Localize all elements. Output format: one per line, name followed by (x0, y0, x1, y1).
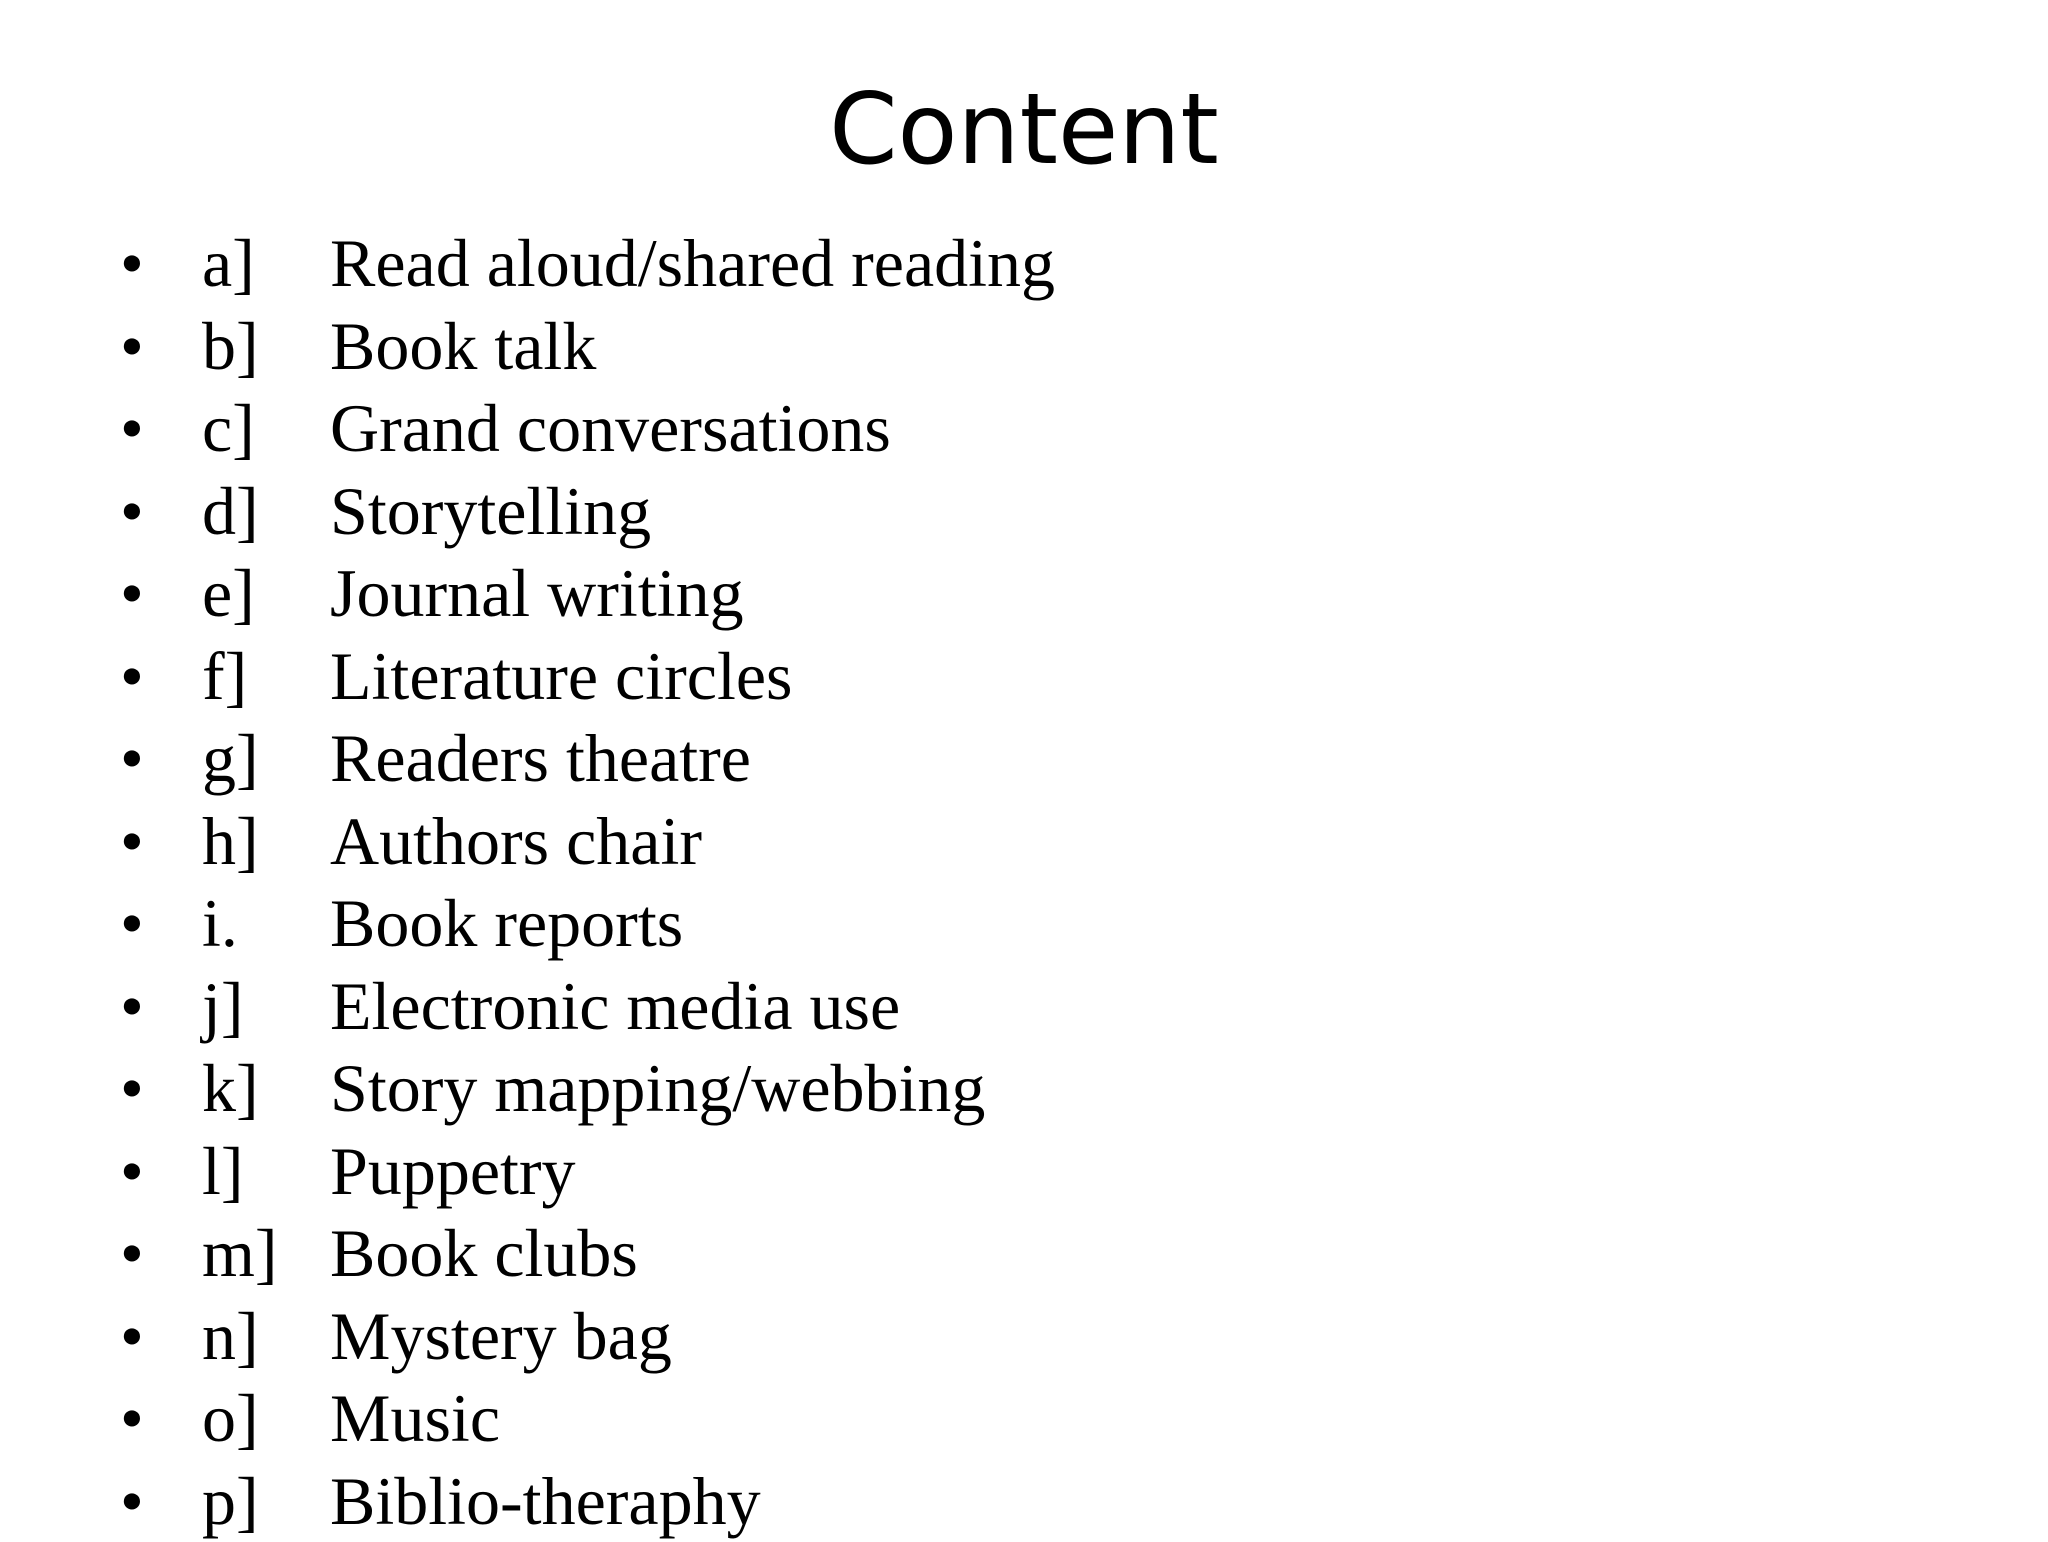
item-marker: b] (202, 305, 259, 388)
bullet-icon: • (120, 1212, 160, 1295)
bullet-icon: • (120, 1377, 160, 1460)
item-text: Book reports (330, 882, 683, 965)
bullet-icon: • (120, 305, 160, 388)
bullet-icon: • (120, 552, 160, 635)
item-marker: d] (202, 470, 259, 553)
item-marker: e] (202, 552, 255, 635)
bullet-icon: • (120, 222, 160, 305)
item-marker: o] (202, 1377, 259, 1460)
item-text: Electronic media use (330, 965, 900, 1048)
item-text: Storytelling (330, 470, 651, 553)
item-text: Book clubs (330, 1212, 638, 1295)
bullet-icon: • (120, 1130, 160, 1213)
bullet-icon: • (120, 1047, 160, 1130)
item-marker: c] (202, 387, 255, 470)
slide-title: Content (0, 70, 2048, 190)
item-marker: f] (202, 635, 247, 718)
bullet-icon: • (120, 717, 160, 800)
item-marker: n] (202, 1295, 259, 1378)
bullet-icon: • (120, 800, 160, 883)
bullet-icon: • (120, 635, 160, 718)
item-text: Music (330, 1377, 500, 1460)
bullet-icon: • (120, 1295, 160, 1378)
item-marker: p] (202, 1460, 259, 1542)
item-text: Authors chair (330, 800, 702, 883)
item-text: Literature circles (330, 635, 793, 718)
item-marker: k] (202, 1047, 259, 1130)
item-marker: g] (202, 717, 259, 800)
bullet-icon: • (120, 882, 160, 965)
item-text: Journal writing (330, 552, 744, 635)
item-text: Mystery bag (330, 1295, 672, 1378)
item-marker: h] (202, 800, 259, 883)
bullet-icon: • (120, 470, 160, 553)
item-text: Puppetry (330, 1130, 576, 1213)
item-marker: m] (202, 1212, 278, 1295)
bullet-icon: • (120, 965, 160, 1048)
item-text: Biblio-theraphy (330, 1460, 761, 1542)
item-marker: j] (202, 965, 244, 1048)
item-marker: a] (202, 222, 255, 305)
item-text: Book talk (330, 305, 596, 388)
bullet-icon: • (120, 387, 160, 470)
item-text: Grand conversations (330, 387, 891, 470)
bullet-icon: • (120, 1460, 160, 1542)
item-marker: l] (202, 1130, 244, 1213)
item-text: Readers theatre (330, 717, 751, 800)
item-text: Read aloud/shared reading (330, 222, 1055, 305)
item-marker: i. (202, 882, 238, 965)
item-text: Story mapping/webbing (330, 1047, 985, 1130)
